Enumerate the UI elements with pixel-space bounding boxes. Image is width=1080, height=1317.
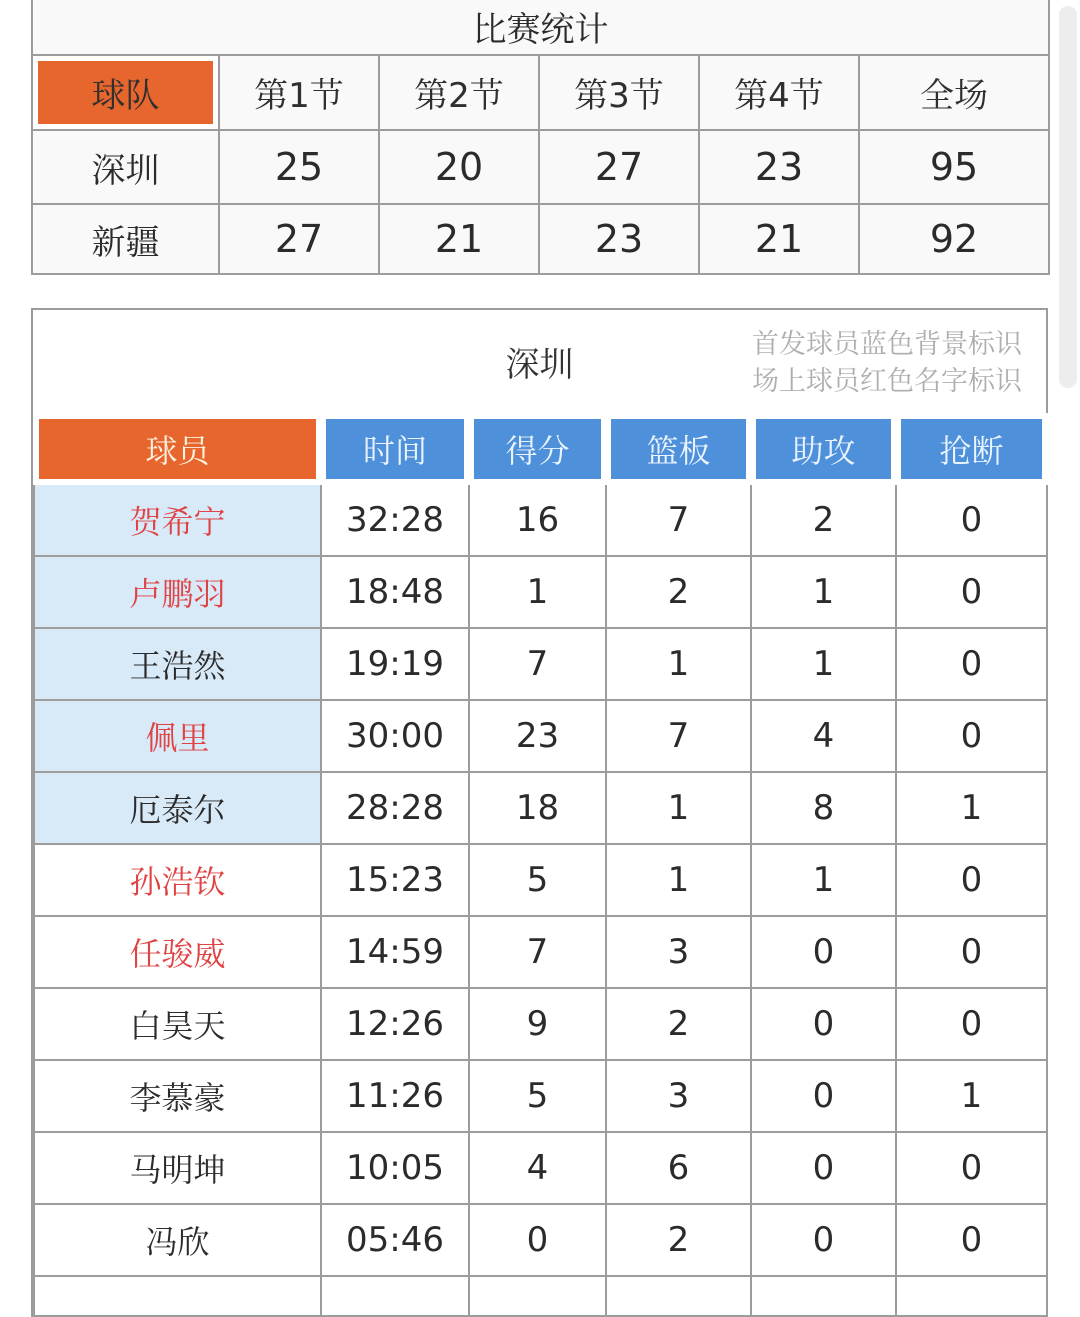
- player-col-stat-2: 得分: [469, 414, 606, 484]
- player-stat-cell: [751, 1276, 896, 1316]
- player-name-cell: 卢鹏羽: [34, 556, 321, 628]
- player-stat-cell: 0: [896, 844, 1047, 916]
- player-row: [34, 700, 1047, 772]
- player-stat-cell: 2: [606, 988, 751, 1060]
- score-value-cell: 27: [539, 130, 699, 204]
- player-stat-cell: 7: [469, 628, 606, 700]
- score-col-q4: 第4节: [699, 55, 859, 130]
- player-stat-cell: [34, 1276, 321, 1316]
- player-stat-cell: 16: [469, 484, 606, 556]
- player-stat-cell: 30:00: [321, 700, 469, 772]
- score-col-q5: 全场: [859, 55, 1049, 130]
- player-stat-cell: 1: [896, 1060, 1047, 1132]
- team-title: 深圳: [505, 345, 574, 385]
- player-stat-cell: 3: [606, 1060, 751, 1132]
- player-col-stat-5: 抢断: [896, 414, 1047, 484]
- player-stats-table: [33, 413, 1048, 1317]
- score-row: [32, 204, 1049, 274]
- score-value-cell: 95: [859, 130, 1049, 204]
- score-col-q3: 第3节: [539, 55, 699, 130]
- player-stat-cell: 6: [606, 1132, 751, 1204]
- player-stat-cell: 28:28: [321, 772, 469, 844]
- player-stat-cell: 18: [469, 772, 606, 844]
- score-value-cell: 23: [699, 130, 859, 204]
- player-name-cell: 佩里: [34, 700, 321, 772]
- player-stat-cell: 0: [896, 700, 1047, 772]
- stats-content: [31, 0, 1048, 1317]
- player-stat-cell: 1: [606, 628, 751, 700]
- player-stat-cell: 8: [751, 772, 896, 844]
- player-col-stat-3: 篮板: [606, 414, 751, 484]
- player-name-cell: 李慕豪: [34, 1060, 321, 1132]
- player-row-partial: [34, 1276, 1047, 1316]
- player-name-cell: 任骏威: [34, 916, 321, 988]
- player-name-cell: 贺希宁: [34, 484, 321, 556]
- legend-note: [752, 326, 1022, 400]
- player-stat-cell: 0: [751, 1060, 896, 1132]
- score-value-cell: 21: [699, 204, 859, 274]
- player-row: [34, 988, 1047, 1060]
- player-stat-cell: 1: [896, 772, 1047, 844]
- player-stat-cell: [606, 1276, 751, 1316]
- player-col-stat-1: 时间: [321, 414, 469, 484]
- score-table-header-row: [32, 55, 1049, 130]
- player-row: [34, 484, 1047, 556]
- score-value-cell: 23: [539, 204, 699, 274]
- player-row: [34, 1060, 1047, 1132]
- player-stat-cell: 0: [896, 556, 1047, 628]
- player-stat-cell: 2: [751, 484, 896, 556]
- score-value-cell: 21: [379, 204, 539, 274]
- player-stat-cell: 2: [606, 556, 751, 628]
- player-stat-cell: 1: [751, 844, 896, 916]
- player-stat-cell: 05:46: [321, 1204, 469, 1276]
- player-stat-cell: 4: [469, 1132, 606, 1204]
- player-row: [34, 556, 1047, 628]
- player-row: [34, 772, 1047, 844]
- player-name-cell: 马明坤: [34, 1132, 321, 1204]
- player-table-header-row: [34, 414, 1047, 484]
- score-col-q2: 第2节: [379, 55, 539, 130]
- team-name-cell: 深圳: [32, 130, 219, 204]
- player-stat-cell: 0: [896, 1132, 1047, 1204]
- player-stat-cell: 1: [606, 844, 751, 916]
- player-stat-cell: 0: [896, 484, 1047, 556]
- quarter-score-table: [31, 0, 1050, 275]
- score-table-title-row: [32, 0, 1049, 55]
- player-stat-cell: 7: [469, 916, 606, 988]
- player-name-cell: 厄泰尔: [34, 772, 321, 844]
- player-stat-cell: 1: [469, 556, 606, 628]
- score-col-team: 球队: [32, 55, 219, 130]
- score-value-cell: 25: [219, 130, 379, 204]
- player-row: [34, 916, 1047, 988]
- score-table-title: 比赛统计: [32, 0, 1049, 55]
- player-stat-cell: 14:59: [321, 916, 469, 988]
- player-table-title-bar: [33, 310, 1046, 413]
- score-value-cell: 20: [379, 130, 539, 204]
- player-stat-cell: 0: [896, 628, 1047, 700]
- player-name-cell: 冯欣: [34, 1204, 321, 1276]
- player-stat-cell: 0: [896, 916, 1047, 988]
- player-stat-cell: 32:28: [321, 484, 469, 556]
- player-stat-cell: 0: [469, 1204, 606, 1276]
- player-stat-cell: 5: [469, 1060, 606, 1132]
- player-col-name: 球员: [34, 414, 321, 484]
- player-stat-cell: 1: [751, 628, 896, 700]
- player-stat-cell: 7: [606, 484, 751, 556]
- player-stat-cell: 0: [751, 988, 896, 1060]
- player-name-cell: 王浩然: [34, 628, 321, 700]
- player-stat-cell: [321, 1276, 469, 1316]
- player-stats-section: [31, 308, 1048, 1317]
- player-name-cell: 孙浩钦: [34, 844, 321, 916]
- player-stat-cell: 1: [606, 772, 751, 844]
- player-stat-cell: 11:26: [321, 1060, 469, 1132]
- player-stat-cell: 19:19: [321, 628, 469, 700]
- score-value-cell: 27: [219, 204, 379, 274]
- player-row: [34, 628, 1047, 700]
- player-stat-cell: 0: [896, 988, 1047, 1060]
- player-stat-cell: 3: [606, 916, 751, 988]
- player-stat-cell: 0: [751, 916, 896, 988]
- legend-line-oncourt: 场上球员红色名字标识: [752, 366, 1022, 397]
- player-stat-cell: 10:05: [321, 1132, 469, 1204]
- player-stat-cell: 0: [751, 1204, 896, 1276]
- player-name-cell: 白昊天: [34, 988, 321, 1060]
- player-stat-cell: 12:26: [321, 988, 469, 1060]
- player-stat-cell: 23: [469, 700, 606, 772]
- legend-line-starters: 首发球员蓝色背景标识: [752, 329, 1022, 360]
- player-stat-cell: 9: [469, 988, 606, 1060]
- player-row: [34, 1204, 1047, 1276]
- player-stat-cell: [469, 1276, 606, 1316]
- player-row: [34, 1132, 1047, 1204]
- player-stat-cell: 0: [896, 1204, 1047, 1276]
- player-row: [34, 844, 1047, 916]
- player-stat-cell: [896, 1276, 1047, 1316]
- player-stat-cell: 15:23: [321, 844, 469, 916]
- player-stat-cell: 18:48: [321, 556, 469, 628]
- player-stat-cell: 0: [751, 1132, 896, 1204]
- team-name-cell: 新疆: [32, 204, 219, 274]
- player-col-stat-4: 助攻: [751, 414, 896, 484]
- player-stat-cell: 1: [751, 556, 896, 628]
- scrollbar-thumb[interactable]: [1059, 6, 1077, 388]
- score-col-q1: 第1节: [219, 55, 379, 130]
- player-stat-cell: 2: [606, 1204, 751, 1276]
- score-row: [32, 130, 1049, 204]
- player-stat-cell: 4: [751, 700, 896, 772]
- score-value-cell: 92: [859, 204, 1049, 274]
- player-stat-cell: 5: [469, 844, 606, 916]
- player-stat-cell: 7: [606, 700, 751, 772]
